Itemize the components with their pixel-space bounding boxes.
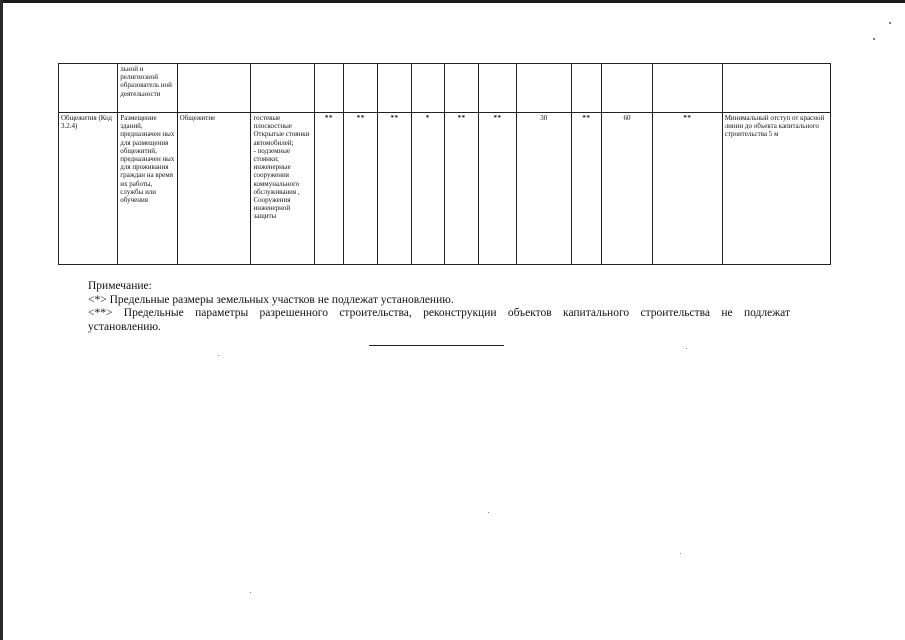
scan-top-border xyxy=(0,0,905,3)
auxiliary-use-line: Сооружения инженерной защиты xyxy=(253,196,291,221)
table-cell-value: ** xyxy=(652,113,722,265)
table-cell-value: ** xyxy=(344,113,378,265)
table-cell xyxy=(652,64,722,113)
auxiliary-use-line: - подземные стоянки; xyxy=(253,146,291,164)
table-cell-use-type: Общежития (Код 3.2.4) xyxy=(59,113,118,265)
table-cell xyxy=(602,64,653,113)
table-cell-auxiliary-uses xyxy=(251,113,314,265)
table-cell-activity-description: льной и религиозной образователь ной деятельности xyxy=(118,64,177,113)
scan-speck xyxy=(218,355,219,356)
table-cell xyxy=(378,64,411,113)
scan-speck xyxy=(488,512,489,513)
scan-speck xyxy=(686,348,687,349)
auxiliary-use-line: гостевые плоскостные xyxy=(253,114,292,131)
note-line-double-star: <**> Предельные параметры разрешенного строительства, реконструкции объектов капитального строительства не подлежат xyxy=(88,307,790,320)
table-cell xyxy=(314,64,343,113)
scan-speck xyxy=(873,38,875,40)
table-cell xyxy=(251,64,314,113)
table-cell-value: * xyxy=(411,113,444,265)
horizontal-rule xyxy=(369,345,504,346)
table-cell-value: ** xyxy=(314,113,343,265)
table-cell-main-use: Общежитие xyxy=(177,113,251,265)
table-cell xyxy=(444,64,478,113)
notes-heading: Примечание: xyxy=(88,280,152,292)
auxiliary-use-line: инженерные сооружения коммунального обслуживания , xyxy=(253,163,300,196)
table-cell xyxy=(177,64,251,113)
note-line-double-star-continued: установлению. xyxy=(88,320,161,333)
auxiliary-use-line: Открытые стоянки автомобилей; xyxy=(253,130,310,147)
scan-speck xyxy=(680,553,681,554)
table-cell xyxy=(59,64,118,113)
table-cell xyxy=(479,64,516,113)
note-line-single-star: <*> Предельные размеры земельных участков не подлежат установлению. xyxy=(88,293,454,306)
table-cell xyxy=(722,64,830,113)
regulations-table xyxy=(58,63,831,265)
table-cell-use-description: Размещение зданий, предназначен ных для размещения общежитий, предназначен ных для проживания граждан на время их работы, службы или обучения xyxy=(118,113,177,265)
table-cell-value: 60 xyxy=(602,113,653,265)
table-cell xyxy=(571,64,601,113)
table-cell-value: ** xyxy=(571,113,601,265)
table-cell-value: ** xyxy=(378,113,411,265)
table-row-continued xyxy=(59,64,831,113)
table-cell xyxy=(516,64,571,113)
table-cell-note: Минимальный отступ от красной линии до объекта капитального строительства 5 м xyxy=(722,113,830,265)
table-row-dormitories xyxy=(59,113,831,265)
table-cell-value: ** xyxy=(479,113,516,265)
table-cell-value: ** xyxy=(444,113,478,265)
scan-speck xyxy=(889,22,891,24)
scan-speck xyxy=(250,592,251,593)
table-cell xyxy=(344,64,378,113)
scan-left-border xyxy=(0,0,3,640)
table-cell-value: 30 xyxy=(516,113,571,265)
table-cell xyxy=(411,64,444,113)
notes-section xyxy=(88,280,790,334)
